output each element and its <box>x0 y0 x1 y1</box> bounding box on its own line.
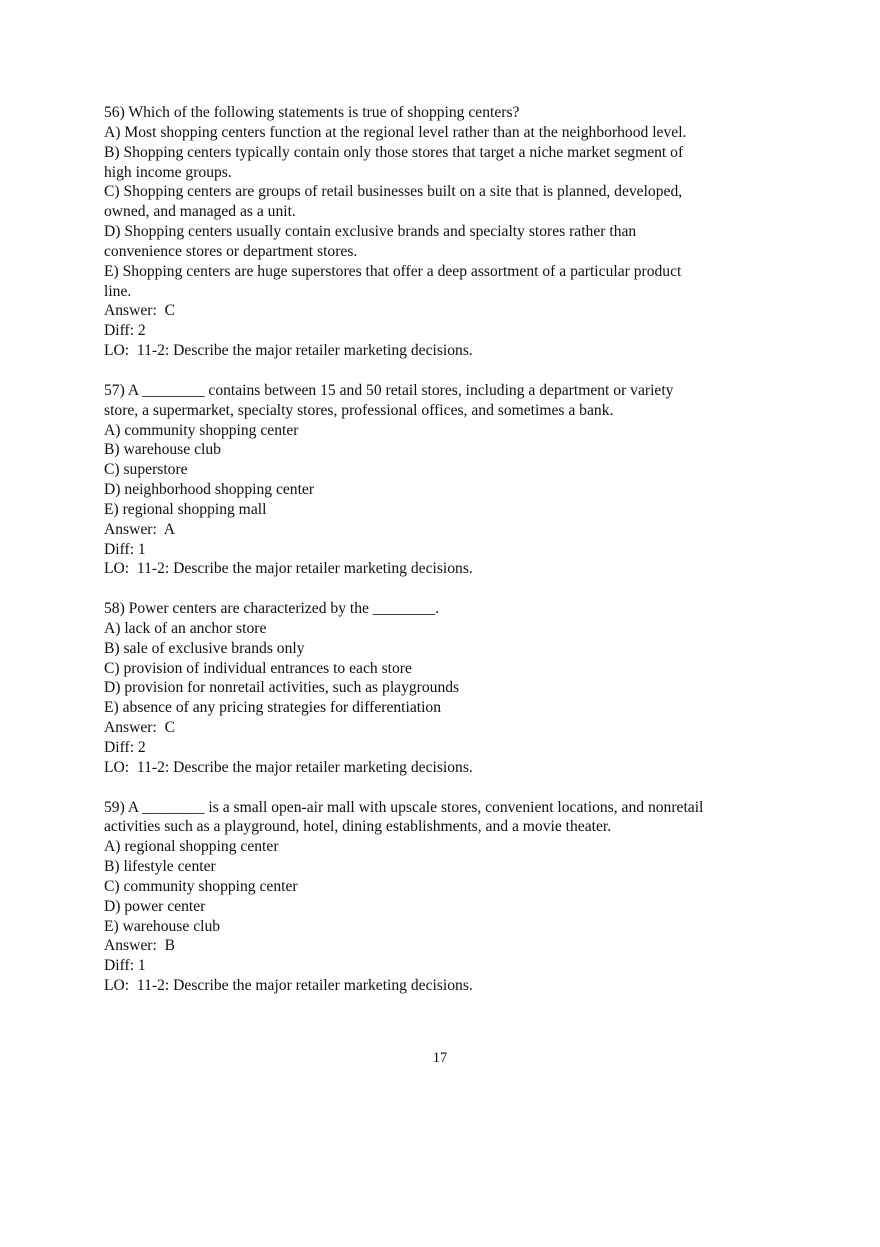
option-b-continued: high income groups. <box>104 163 232 181</box>
question-stem-continued: store, a supermarket, specialty stores, professional offices, and sometimes a bank. <box>104 401 614 419</box>
option-c: C) Shopping centers are groups of retail businesses built on a site that is planned, developed, <box>104 183 683 201</box>
option-d-continued: convenience stores or department stores. <box>104 242 358 260</box>
option-e-continued: line. <box>104 282 132 300</box>
option-c: C) superstore <box>104 461 188 479</box>
option-b: B) Shopping centers typically contain only those stores that target a niche market segment of <box>104 143 684 161</box>
question-stem-continued: activities such as a playground, hotel, dining establishments, and a movie theater. <box>104 818 612 836</box>
option-e: E) warehouse club <box>104 917 221 935</box>
option-d: D) neighborhood shopping center <box>104 481 315 499</box>
option-d: D) provision for nonretail activities, such as playgrounds <box>104 679 460 697</box>
page-number: 17 <box>432 1050 448 1066</box>
learning-objective: LO: 11-2: Describe the major retailer marketing decisions. <box>104 560 473 578</box>
answer: Answer: C <box>104 302 176 320</box>
option-d: D) power center <box>104 897 206 915</box>
difficulty: Diff: 2 <box>104 322 146 340</box>
option-b: B) sale of exclusive brands only <box>104 639 305 657</box>
difficulty: Diff: 2 <box>104 739 146 756</box>
option-e: E) Shopping centers are huge superstores that offer a deep assortment of a particular product <box>104 262 682 280</box>
option-e: E) regional shopping mall <box>104 500 267 518</box>
question-list <box>104 103 784 1016</box>
option-c: C) provision of individual entrances to each store <box>104 659 412 677</box>
option-a: A) lack of an anchor store <box>104 619 267 637</box>
learning-objective: LO: 11-2: Describe the major retailer marketing decisions. <box>104 977 473 995</box>
difficulty: Diff: 1 <box>104 957 146 975</box>
question-59 <box>104 798 784 996</box>
question-57 <box>104 381 784 579</box>
option-b: B) warehouse club <box>104 441 221 459</box>
option-c: C) community shopping center <box>104 877 298 895</box>
question-stem: 56) Which of the following statements is true of shopping centers? <box>104 104 520 121</box>
question-58 <box>104 599 784 778</box>
option-b: B) lifestyle center <box>104 858 216 876</box>
question-stem: 58) Power centers are characterized by the ________. <box>104 600 440 618</box>
learning-objective: LO: 11-2: Describe the major retailer marketing decisions. <box>104 758 473 776</box>
learning-objective: LO: 11-2: Describe the major retailer marketing decisions. <box>104 342 473 360</box>
option-c-continued: owned, and managed as a unit. <box>104 203 296 221</box>
answer: Answer: B <box>104 937 176 955</box>
option-a: A) Most shopping centers function at the regional level rather than at the neighborhood level. <box>104 123 687 141</box>
answer: Answer: A <box>104 520 176 538</box>
option-a: A) regional shopping center <box>104 838 279 856</box>
option-d: D) Shopping centers usually contain exclusive brands and specialty stores rather than <box>104 223 637 241</box>
option-e: E) absence of any pricing strategies for differentiation <box>104 699 442 717</box>
question-56 <box>104 103 784 361</box>
difficulty: Diff: 1 <box>104 540 146 558</box>
question-stem: 59) A ________ is a small open-air mall with upscale stores, convenient locations, and nonretail <box>104 798 704 816</box>
question-stem: 57) A ________ contains between 15 and 50 retail stores, including a department or variety <box>104 381 674 399</box>
option-a: A) community shopping center <box>104 421 299 439</box>
answer: Answer: C <box>104 719 176 737</box>
